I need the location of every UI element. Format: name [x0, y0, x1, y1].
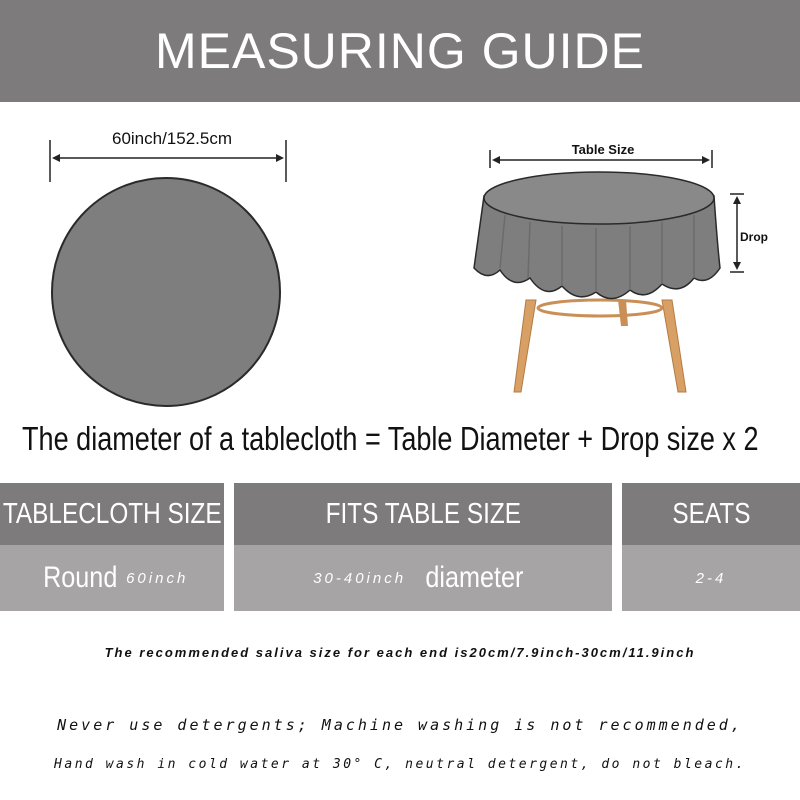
header-seats-label: SEATS: [671, 497, 751, 530]
fits-range-value: 30-40inch: [313, 569, 407, 587]
flat-dimension-label: 60inch/152.5cm: [111, 129, 233, 148]
table-top: [484, 172, 714, 224]
size-table: [0, 483, 800, 613]
cell-seats: [622, 545, 800, 611]
cloth-size-value: 60inch: [126, 569, 189, 587]
cell-tablecloth-size: [0, 545, 224, 611]
page-title: MEASURING GUIDE: [154, 23, 646, 79]
care-note-2: Hand wash in cold water at 30° C, neutral detergent, do not bleach.: [54, 757, 746, 772]
care-note-1: Never use detergents; Machine washing is not recommended,: [57, 716, 743, 734]
header-fits-table-size-label: FITS TABLE SIZE: [325, 497, 521, 530]
diameter-formula: The diameter of a tablecloth = Table Diameter + Drop size x 2: [22, 420, 759, 457]
round-tablecloth-shape: [52, 178, 280, 406]
table-size-label: Table Size: [571, 142, 635, 157]
header-seats: [622, 483, 800, 545]
header-bar: [0, 0, 800, 102]
flat-tablecloth-illustration: [50, 129, 286, 406]
header-tablecloth-size: [0, 483, 224, 545]
seats-value: 2-4: [695, 569, 727, 587]
table-legs: [514, 300, 686, 392]
measuring-diagram: [0, 102, 800, 422]
header-fits-table-size: [234, 483, 612, 545]
header-tablecloth-size-label: TABLECLOTH SIZE: [2, 497, 222, 530]
covered-table-illustration: [474, 142, 768, 392]
drop-label: Drop: [740, 230, 768, 244]
fits-word-value: diameter: [425, 561, 524, 594]
cloth-shape-value: Round: [42, 561, 118, 594]
cell-fits-table-size: [234, 545, 612, 611]
recommended-drop-note: The recommended saliva size for each end is20cm/7.9inch-30cm/11.9inch: [104, 645, 696, 660]
